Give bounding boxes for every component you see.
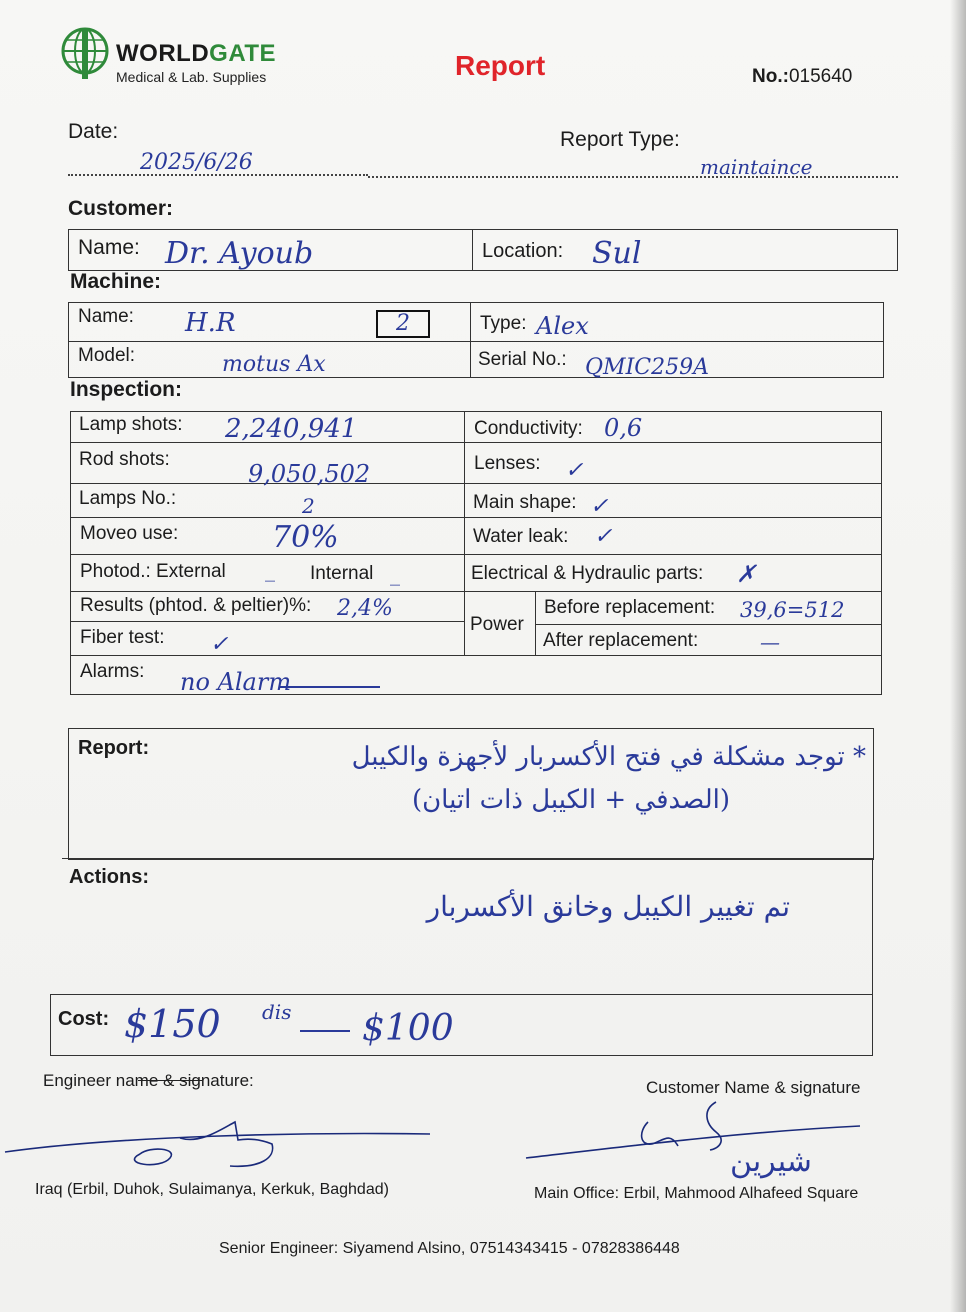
photod-external-label: Photod.: External [80, 561, 226, 582]
machine-name-label: Name: [78, 306, 134, 327]
report-number: No.:015640 [752, 66, 853, 87]
report-label: Report: [78, 737, 150, 759]
customer-signature-label: Customer Name & signature [646, 1078, 861, 1097]
conductivity-value: 0,6 [604, 414, 643, 442]
lamps-no-label: Lamps No.: [79, 488, 177, 509]
lamp-shots-label: Lamp shots: [79, 414, 183, 435]
rod-shots-value: 9,050,502 [248, 460, 371, 488]
main-shape-label: Main shape: [473, 492, 577, 513]
alarms-stroke [280, 686, 380, 688]
machine-type-value: Alex [536, 312, 589, 340]
report-type-dots [368, 176, 898, 178]
machine-row-divider [68, 341, 884, 342]
cost-discount: dis [262, 1000, 292, 1024]
actions-line-1: تم تغيير الكيبل وخانق الأكسربار [426, 890, 790, 923]
main-office: Main Office: Erbil, Mahmood Alhafeed Square [534, 1185, 859, 1202]
inspection-row-line-4 [70, 554, 882, 555]
page-title: Report [455, 50, 546, 81]
after-replacement-value: — [760, 630, 780, 654]
senior-engineer: Senior Engineer: Siyamend Alsino, 07514343415 - 07828386448 [219, 1240, 680, 1257]
date-value: 2025/6/26 [140, 150, 253, 175]
customer-name-value: Dr. Ayoub [165, 236, 314, 271]
report-line-2: (الصدفي + الكيبل ذات اتيان) [411, 785, 730, 815]
lamp-shots-value: 2,240,941 [225, 414, 358, 444]
photod-internal-label: Internal [310, 563, 374, 584]
machine-section-title: Machine: [70, 270, 162, 293]
engineer-label-strike [138, 1080, 202, 1081]
page-edge-shadow [950, 0, 966, 1312]
customer-signature-text: شيرين [730, 1144, 812, 1179]
inspection-row-line-3 [70, 517, 882, 518]
date-label: Date: [68, 120, 119, 143]
customer-signature [520, 1096, 880, 1176]
power-col-divider [535, 591, 536, 656]
moveo-use-label: Moveo use: [80, 523, 179, 544]
machine-model-label: Model: [78, 345, 136, 366]
globe-logo-icon [58, 24, 112, 82]
cost-bottom-line [50, 1055, 872, 1056]
power-label: Power [470, 614, 524, 635]
inspection-section-title: Inspection: [70, 378, 183, 401]
location-value: Sul [592, 236, 642, 271]
electrical-value: ✗ [736, 560, 757, 588]
customer-divider [472, 229, 473, 271]
results-label: Results (phtod. & peltier)%: [80, 595, 312, 616]
actions-label: Actions: [69, 866, 149, 888]
alarms-value: no Alarm [180, 668, 292, 696]
before-replacement-value: 39,6=512 [740, 598, 845, 622]
lenses-value: ✓ [565, 458, 584, 483]
report-type-label: Report Type: [560, 128, 680, 151]
conductivity-label: Conductivity: [474, 418, 583, 439]
machine-number-box: 2 [376, 310, 430, 338]
cost-label: Cost: [58, 1008, 110, 1030]
fiber-test-value: ✓ [210, 632, 229, 657]
machine-name-value: H.R [185, 308, 236, 338]
before-replacement-label: Before replacement: [544, 597, 716, 618]
iraq-locations: Iraq (Erbil, Duhok, Sulaimanya, Kerkuk, Baghdad) [35, 1181, 389, 1198]
inspection-col-divider [464, 411, 465, 656]
water-leak-value: ✓ [594, 524, 613, 549]
inspection-row-line-6 [70, 621, 464, 622]
cost-left-border [50, 994, 51, 1056]
machine-serial-value: QMIC259A [585, 355, 709, 380]
location-label: Location: [482, 240, 564, 262]
report-type-value: maintaince [700, 155, 813, 179]
machine-model-value: motus Ax [222, 352, 326, 377]
moveo-use-value: 70% [272, 520, 339, 555]
inspection-row-line-1 [70, 442, 882, 443]
brand-name: WORLDGATE [116, 40, 277, 67]
main-shape-value: ✓ [590, 494, 609, 519]
actions-bottom-line [50, 994, 872, 995]
brand-subtitle: Medical & Lab. Supplies [116, 69, 267, 85]
power-row-divider [535, 624, 882, 625]
machine-type-label: Type: [480, 313, 527, 334]
cost-arrow [300, 1030, 350, 1032]
machine-col-divider [470, 302, 471, 378]
lamps-no-value: 2 [302, 494, 315, 518]
rod-shots-label: Rod shots: [79, 449, 170, 470]
alarms-label: Alarms: [80, 661, 145, 682]
cost-value-final: $100 [362, 1008, 454, 1049]
inspection-row-line-5 [70, 591, 882, 592]
fiber-test-label: Fiber test: [80, 627, 165, 648]
photod-external-value: _ [265, 558, 275, 582]
electrical-label: Electrical & Hydraulic parts: [471, 563, 704, 584]
after-replacement-label: After replacement: [543, 630, 699, 651]
cost-right-border [872, 994, 873, 1056]
customer-name-label: Name: [78, 236, 140, 259]
cost-value-original: $150 [124, 1002, 221, 1046]
inspection-row-line-7 [70, 655, 882, 656]
report-line-1: * توجد مشكلة في فتح الأكسربار لأجهزة والكيبل [351, 742, 866, 772]
lenses-label: Lenses: [474, 453, 541, 474]
photod-internal-value: _ [390, 562, 400, 586]
water-leak-label: Water leak: [473, 526, 569, 547]
machine-serial-label: Serial No.: [478, 349, 567, 370]
actions-right-border [872, 858, 873, 994]
engineer-signature [0, 1110, 440, 1176]
engineer-signature-label: Engineer name & signature: [43, 1071, 254, 1090]
inspection-row-line-2 [70, 483, 882, 484]
report-actions-divider [62, 858, 874, 859]
results-value: 2,4% [337, 596, 393, 621]
customer-section-title: Customer: [68, 197, 174, 220]
